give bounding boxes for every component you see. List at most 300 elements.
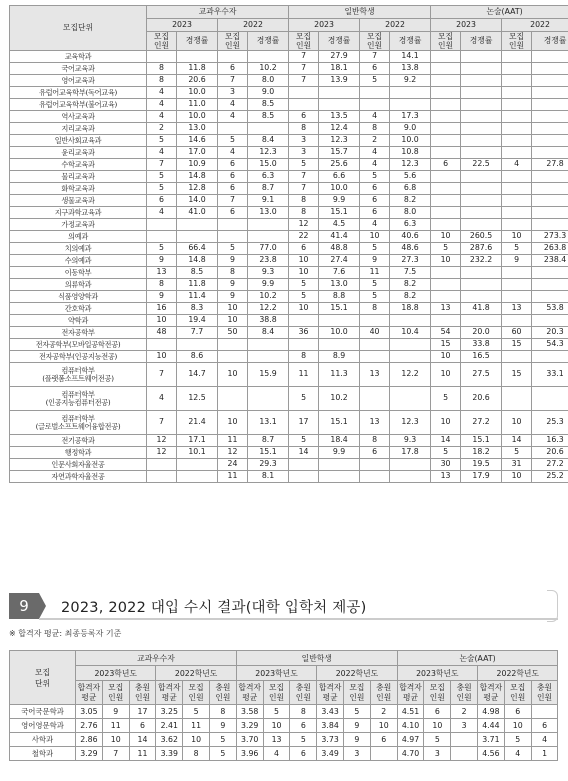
competition-rate: 41.4 — [319, 231, 360, 243]
competition-rate: 12.3 — [390, 411, 431, 435]
competition-rate: 20.3 — [532, 327, 568, 339]
recruit-count: 4 — [360, 111, 390, 123]
recruit-count — [289, 339, 319, 351]
competition-rate — [248, 339, 289, 351]
dept-name-line: 컴퓨터학부 — [61, 413, 95, 423]
recruit-count — [147, 219, 177, 231]
year-header: 2023학년도 — [397, 666, 477, 681]
recruit-count: 8 — [218, 267, 248, 279]
extra-count: 17 — [129, 705, 156, 719]
recruit-count: 11 — [289, 363, 319, 387]
table-row — [10, 351, 568, 363]
average-grade: 4.97 — [397, 733, 424, 747]
competition-rate: 6.8 — [390, 183, 431, 195]
average-grade: 3.25 — [156, 705, 183, 719]
extra-count: 11 — [129, 747, 156, 761]
table-row — [10, 51, 568, 63]
competition-rate: 18.2 — [461, 447, 502, 459]
table-row — [10, 719, 558, 733]
recruit-count — [218, 387, 248, 411]
avg-col-header: 합격자 평균 — [397, 681, 424, 705]
dept-name-line: 물리교육과 — [61, 171, 95, 181]
recruit-count — [431, 147, 461, 159]
recruit-count: 10 — [289, 303, 319, 315]
dept-name — [10, 123, 147, 135]
competition-rate — [390, 99, 431, 111]
competition-rate: 20.6 — [461, 387, 502, 411]
year-header: 2022학년도 — [317, 666, 397, 681]
extra-col-header: 충원 인원 — [531, 681, 558, 705]
recruit-count — [218, 339, 248, 351]
recruit-count: 16 — [147, 303, 177, 315]
table-row — [10, 471, 568, 483]
dept-name — [10, 159, 147, 171]
recruit-count: 5 — [431, 447, 461, 459]
competition-rate: 10.8 — [390, 147, 431, 159]
extra-count: 14 — [129, 733, 156, 747]
recruit-count: 13 — [360, 363, 390, 387]
recruit-count — [431, 315, 461, 327]
recruit-count: 10 — [147, 315, 177, 327]
recruit-count: 10 — [424, 719, 451, 733]
recruit-count: 6 — [360, 195, 390, 207]
competition-rate: 13.1 — [248, 411, 289, 435]
competition-rate: 12.8 — [177, 183, 218, 195]
recruit-count: 5 — [504, 733, 531, 747]
competition-rate: 11.0 — [177, 99, 218, 111]
recruit-count: 3 — [218, 87, 248, 99]
competition-rate: 9.1 — [248, 195, 289, 207]
recruit-count: 5 — [147, 243, 177, 255]
recruit-count: 12 — [289, 219, 319, 231]
competition-rate: 14.0 — [177, 195, 218, 207]
recruit-col-header: 모집 인원 — [147, 32, 177, 51]
table-row — [10, 747, 558, 761]
competition-rate: 263.8 — [532, 243, 568, 255]
competition-rate — [532, 207, 568, 219]
dept-name-line: (플랫폼소프트웨어전공) — [42, 373, 114, 383]
table-row — [10, 87, 568, 99]
group-header: 교과우수자 — [76, 651, 237, 666]
average-grade: 2.76 — [76, 719, 103, 733]
competition-rate: 33.8 — [461, 339, 502, 351]
competition-rate: 8.3 — [177, 303, 218, 315]
dept-name-line: 간호학과 — [64, 303, 92, 313]
recruit-count: 10 — [102, 733, 129, 747]
recruit-count — [502, 135, 532, 147]
competition-rate — [532, 99, 568, 111]
recruit-count: 6 — [360, 207, 390, 219]
dept-name — [10, 363, 147, 387]
competition-rate — [390, 339, 431, 351]
recruit-count: 5 — [502, 447, 532, 459]
recruit-count: 8 — [360, 435, 390, 447]
recruit-count: 8 — [147, 279, 177, 291]
competition-rate: 273.3 — [532, 231, 568, 243]
competition-rate: 8.4 — [248, 327, 289, 339]
competition-rate — [390, 315, 431, 327]
competition-rate: 9.9 — [319, 195, 360, 207]
dept-name-line: 지구과학교육과 — [54, 207, 102, 217]
extra-count: 4 — [531, 733, 558, 747]
dept-name — [10, 339, 147, 351]
recruit-count: 6 — [289, 243, 319, 255]
group-header: 논술(AAT) — [431, 6, 568, 19]
competition-rate: 13.0 — [319, 279, 360, 291]
avg-col-header: 합격자 평균 — [478, 681, 505, 705]
recruit-count: 5 — [424, 733, 451, 747]
competition-rate: 17.3 — [390, 111, 431, 123]
table-row — [10, 99, 568, 111]
average-grade: 2.41 — [156, 719, 183, 733]
year-header: 2022 — [502, 19, 568, 32]
rate-col-header: 경쟁률 — [177, 32, 218, 51]
competition-rate — [532, 279, 568, 291]
recruit-count: 6 — [218, 207, 248, 219]
recruit-count — [502, 183, 532, 195]
recruit-count: 6 — [360, 183, 390, 195]
avg-col-header: 합격자 평균 — [317, 681, 344, 705]
recruit-count — [360, 315, 390, 327]
competition-rate: 13.8 — [390, 63, 431, 75]
dept-header: 모집단위 — [10, 6, 147, 51]
dept-name-line: 일반사회교육과 — [54, 135, 102, 145]
competition-rate: 13.0 — [177, 123, 218, 135]
dept-name — [10, 243, 147, 255]
competition-rate: 12.4 — [319, 123, 360, 135]
dept-name-line: 컴퓨터학부 — [61, 365, 95, 375]
dept-name — [10, 351, 147, 363]
recruit-count: 6 — [424, 705, 451, 719]
competition-rate — [461, 171, 502, 183]
recruit-count: 8 — [289, 207, 319, 219]
competition-rate — [532, 147, 568, 159]
competition-rate — [390, 471, 431, 483]
recruit-count: 7 — [289, 75, 319, 87]
competition-rate: 12.2 — [390, 363, 431, 387]
recruit-count: 4 — [147, 111, 177, 123]
recruit-count — [431, 63, 461, 75]
competition-rate: 16.3 — [532, 435, 568, 447]
competition-rate — [319, 339, 360, 351]
competition-rate — [461, 87, 502, 99]
competition-rate: 238.4 — [532, 255, 568, 267]
extra-count: 8 — [209, 705, 236, 719]
average-grade: 3.73 — [317, 733, 344, 747]
average-grade: 3.43 — [317, 705, 344, 719]
competition-rate: 14.7 — [177, 363, 218, 387]
recruit-count: 4 — [218, 111, 248, 123]
recruit-count: 10 — [263, 719, 290, 733]
recruit-count: 5 — [502, 243, 532, 255]
year-header: 2023학년도 — [76, 666, 156, 681]
dept-name-line: 약학과 — [68, 315, 88, 325]
dept-name-line: 치의예과 — [64, 243, 92, 253]
year-header: 2022 — [360, 19, 431, 32]
recruit-count — [289, 459, 319, 471]
table-row — [10, 195, 568, 207]
year-header: 2023 — [289, 19, 360, 32]
competition-rate: 15.9 — [248, 363, 289, 387]
competition-rate: 9.9 — [319, 447, 360, 459]
competition-rate: 8.7 — [248, 435, 289, 447]
dept-name — [10, 303, 147, 315]
recruit-count — [360, 351, 390, 363]
average-grade: 3.05 — [76, 705, 103, 719]
recruit-count: 8 — [360, 123, 390, 135]
dept-name — [10, 63, 147, 75]
competition-rate: 48.8 — [319, 243, 360, 255]
recruit-count — [502, 147, 532, 159]
group-header: 일반학생 — [236, 651, 397, 666]
table-row — [10, 219, 568, 231]
recruit-count: 10 — [183, 733, 210, 747]
rate-col-header: 경쟁률 — [532, 32, 568, 51]
competition-rate: 8.5 — [177, 267, 218, 279]
recruit-count: 7 — [360, 51, 390, 63]
section-frame — [547, 590, 558, 622]
extra-count: 1 — [531, 747, 558, 761]
average-grade: 4.44 — [478, 719, 505, 733]
competition-rate: 13.9 — [319, 75, 360, 87]
competition-rate — [319, 459, 360, 471]
competition-rate — [461, 315, 502, 327]
competition-rate: 20.0 — [461, 327, 502, 339]
dept-name — [10, 87, 147, 99]
recruit-count — [360, 339, 390, 351]
dept-name — [10, 51, 147, 63]
section-note: ※ 합격자 평균: 최종등록자 기준 — [9, 629, 122, 638]
year-header: 2023 — [147, 19, 218, 32]
recruit-count: 11 — [218, 435, 248, 447]
recruit-col-header: 모집 인원 — [431, 32, 461, 51]
recruit-count: 24 — [218, 459, 248, 471]
recruit-count: 12 — [147, 435, 177, 447]
table-row — [10, 303, 568, 315]
dept-name-line: 수학교육과 — [61, 159, 95, 169]
avg-col-header: 합격자 평균 — [236, 681, 263, 705]
dept-name — [10, 411, 147, 435]
competition-rate: 287.6 — [461, 243, 502, 255]
recruit-count: 10 — [218, 363, 248, 387]
average-grade: 3.39 — [156, 747, 183, 761]
recruit-count: 13 — [502, 303, 532, 315]
recruit-count — [431, 75, 461, 87]
group-header: 교과우수자 — [147, 6, 289, 19]
dept-name-line: 수의예과 — [64, 255, 92, 265]
recruit-count: 5 — [360, 75, 390, 87]
competition-rate-table — [9, 5, 568, 483]
recruit-count: 2 — [360, 135, 390, 147]
dept-name — [10, 183, 147, 195]
competition-rate — [461, 99, 502, 111]
recruit-count — [218, 219, 248, 231]
recruit-count — [147, 339, 177, 351]
average-grade: 4.70 — [397, 747, 424, 761]
recruit-count: 7 — [289, 171, 319, 183]
dept-name — [10, 231, 147, 243]
competition-rate: 15.0 — [248, 159, 289, 171]
recruit-count: 10 — [147, 351, 177, 363]
table-row — [10, 327, 568, 339]
competition-rate — [319, 99, 360, 111]
competition-rate: 12.5 — [177, 387, 218, 411]
year-header: 2022 — [218, 19, 289, 32]
extra-count: 10 — [370, 719, 397, 733]
recruit-count — [360, 387, 390, 411]
recruit-count: 10 — [218, 411, 248, 435]
recruit-count: 6 — [431, 159, 461, 171]
year-header: 2022학년도 — [156, 666, 236, 681]
competition-rate: 8.2 — [390, 291, 431, 303]
recruit-count: 4 — [147, 147, 177, 159]
competition-rate: 25.2 — [532, 471, 568, 483]
recruit-count: 9 — [218, 279, 248, 291]
competition-rate: 232.2 — [461, 255, 502, 267]
recruit-col-header: 모집 인원 — [263, 681, 290, 705]
average-grade: 3.29 — [76, 747, 103, 761]
competition-rate: 8.1 — [248, 471, 289, 483]
dept-name — [10, 147, 147, 159]
recruit-count — [431, 123, 461, 135]
table-row — [10, 411, 568, 435]
dept-name — [10, 171, 147, 183]
competition-rate — [532, 135, 568, 147]
competition-rate: 20.6 — [177, 75, 218, 87]
extra-col-header: 충원 인원 — [129, 681, 156, 705]
recruit-count: 8 — [289, 195, 319, 207]
recruit-count: 7 — [147, 363, 177, 387]
recruit-count: 17 — [289, 411, 319, 435]
competition-rate: 8.8 — [319, 291, 360, 303]
average-grade: 4.98 — [478, 705, 505, 719]
competition-rate: 29.3 — [248, 459, 289, 471]
recruit-count: 10 — [431, 351, 461, 363]
competition-rate: 14.8 — [177, 171, 218, 183]
dept-name-line: 이동학부 — [64, 267, 92, 277]
dept-name — [10, 435, 147, 447]
recruit-count: 9 — [502, 255, 532, 267]
recruit-col-header: 모집 인원 — [344, 681, 371, 705]
recruit-count — [360, 87, 390, 99]
competition-rate: 10.4 — [390, 327, 431, 339]
recruit-count: 10 — [218, 303, 248, 315]
recruit-count: 5 — [289, 291, 319, 303]
competition-rate: 10.2 — [248, 63, 289, 75]
recruit-count: 4 — [147, 207, 177, 219]
recruit-count — [502, 219, 532, 231]
competition-rate: 9.3 — [390, 435, 431, 447]
table-row — [10, 459, 568, 471]
table-row — [10, 135, 568, 147]
dept-name — [10, 207, 147, 219]
competition-rate — [461, 183, 502, 195]
competition-rate: 12.3 — [319, 135, 360, 147]
dept-name — [10, 219, 147, 231]
recruit-count: 7 — [147, 411, 177, 435]
competition-rate — [532, 171, 568, 183]
competition-rate — [461, 291, 502, 303]
recruit-count: 9 — [344, 733, 371, 747]
recruit-count: 3 — [289, 147, 319, 159]
recruit-count: 9 — [344, 719, 371, 733]
table-row — [10, 231, 568, 243]
recruit-count — [431, 87, 461, 99]
recruit-count — [147, 51, 177, 63]
recruit-count: 13 — [431, 471, 461, 483]
dept-name: 철학과 — [10, 747, 76, 761]
dept-name — [10, 135, 147, 147]
recruit-count — [431, 183, 461, 195]
extra-count: 9 — [209, 719, 236, 733]
competition-rate: 10.0 — [390, 135, 431, 147]
competition-rate: 5.6 — [390, 171, 431, 183]
dept-name — [10, 195, 147, 207]
recruit-col-header: 모집 인원 — [360, 32, 390, 51]
recruit-count — [502, 351, 532, 363]
recruit-count — [431, 171, 461, 183]
dept-name-line: 자연과학자율전공 — [51, 471, 105, 481]
recruit-count: 14 — [289, 447, 319, 459]
competition-rate: 15.1 — [319, 303, 360, 315]
recruit-col-header: 모집 인원 — [183, 681, 210, 705]
average-grade: 3.84 — [317, 719, 344, 733]
recruit-count — [360, 459, 390, 471]
recruit-count: 50 — [218, 327, 248, 339]
extra-count: 5 — [209, 733, 236, 747]
table-row — [10, 111, 568, 123]
recruit-count: 4 — [147, 87, 177, 99]
competition-rate: 25.3 — [532, 411, 568, 435]
competition-rate: 6.3 — [248, 171, 289, 183]
dept-name-line: (글로벌소프트웨어융합전공) — [35, 421, 121, 431]
competition-rate — [532, 63, 568, 75]
competition-rate — [532, 387, 568, 411]
competition-rate: 41.0 — [177, 207, 218, 219]
competition-rate — [532, 75, 568, 87]
recruit-count — [502, 387, 532, 411]
competition-rate — [319, 315, 360, 327]
competition-rate: 9.0 — [390, 123, 431, 135]
recruit-count: 4 — [147, 99, 177, 111]
recruit-count: 10 — [289, 255, 319, 267]
table-row — [10, 279, 568, 291]
competition-rate — [461, 135, 502, 147]
recruit-count: 60 — [502, 327, 532, 339]
dept-name-line: 전자공학부(인공지능전공) — [38, 351, 118, 361]
recruit-count: 14 — [431, 435, 461, 447]
recruit-count: 6 — [147, 195, 177, 207]
dept-name-line: 교육학과 — [64, 51, 92, 61]
competition-rate — [461, 147, 502, 159]
competition-rate — [532, 267, 568, 279]
recruit-count — [502, 267, 532, 279]
recruit-count — [147, 459, 177, 471]
competition-rate: 19.5 — [461, 459, 502, 471]
recruit-count: 22 — [289, 231, 319, 243]
recruit-count: 10 — [431, 255, 461, 267]
competition-rate: 27.2 — [532, 459, 568, 471]
recruit-count: 5 — [289, 279, 319, 291]
table-row — [10, 255, 568, 267]
competition-rate — [532, 351, 568, 363]
recruit-count — [502, 207, 532, 219]
extra-count — [370, 747, 397, 761]
competition-rate — [390, 387, 431, 411]
competition-rate: 4.5 — [319, 219, 360, 231]
competition-rate: 14.1 — [390, 51, 431, 63]
extra-count: 8 — [290, 705, 317, 719]
